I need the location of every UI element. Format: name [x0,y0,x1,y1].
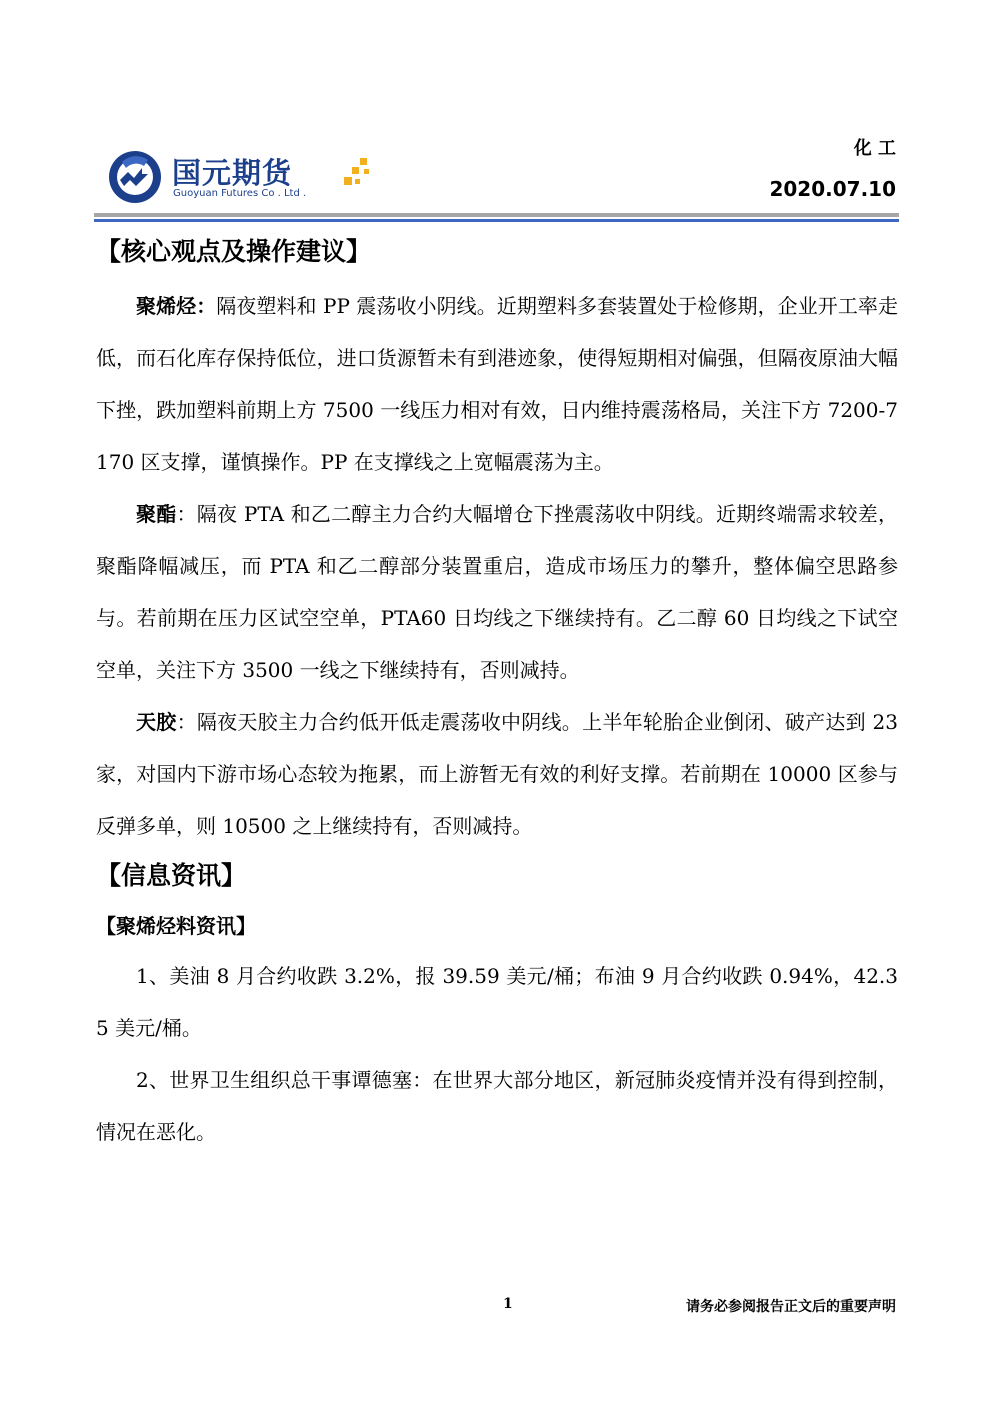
core-item-rubber [96,696,898,852]
core-item-text: ：隔夜天胶主力合约低开低走震荡收中阴线。上半年轮胎企业倒闭、破产达到 23 家，对国内下游市场心态较为拖累，而上游暂无有效的利好支撑。若前期在 10000 区参与反弹多单，则 10500 之上继续持有，否则减持。 [96,710,899,838]
info-section-title: 【信息资讯】 [96,861,247,890]
core-item-label: 聚烯烃： [136,294,217,318]
logo-english-name: Guoyuan Futures Co . Ltd . [173,188,307,199]
page-number: 1 [503,1296,513,1312]
core-item-label: 天胶 [136,710,177,734]
core-section-title: 【核心观点及操作建议】 [96,237,372,266]
core-item-polyolefin [96,280,898,488]
report-date: 2020.07.10 [769,177,896,201]
info-item: 2、世界卫生组织总干事谭德塞：在世界大部分地区，新冠肺炎疫情并没有得到控制，情况在恶化。 [96,1068,898,1144]
core-item-text: ：隔夜 PTA 和乙二醇主力合约大幅增仓下挫震荡收中阴线。近期终端需求较差，聚酯降幅减压，而 PTA 和乙二醇部分装置重启，造成市场压力的攀升，整体偏空思路参与。若前期在压力区试空空单，PTA60 日均线之下继续持有。乙二醇 60 日均线之下试空空单，关注下方 3500 一线之下继续持有，否则减持。 [96,502,898,682]
header-divider-blue [94,219,899,222]
logo-sparkle-icon [338,156,374,192]
info-item: 1、美油 8 月合约收跌 3.2%，报 39.59 美元/桶；布油 9 月合约收跌 0.94%，42.35 美元/桶。 [96,964,898,1040]
header-divider-gray [94,213,899,217]
info-sub-title: 【聚烯烃料资讯】 [96,914,256,938]
core-item-label: 聚酯 [136,502,177,526]
core-item-polyester [96,488,898,696]
report-category: 化 工 [853,138,896,159]
core-item-text: 隔夜塑料和 PP 震荡收小阴线。近期塑料多套装置处于检修期，企业开工率走低，而石化库存保持低位，进口货源暂未有到港迹象，使得短期相对偏强，但隔夜原油大幅下挫，跌加塑料前期上方 7500 一线压力相对有效，日内维持震荡格局，关注下方 7200-7170 区支撑，谨慎操作。PP 在支撑线之上宽幅震荡为主。 [96,294,898,474]
disclaimer-note: 请务必参阅报告正文后的重要声明 [686,1299,896,1315]
company-logo [108,148,378,206]
report-body [96,228,898,1158]
logo-emblem-icon [108,150,162,204]
logo-chinese-name: 国元期货 [172,156,293,190]
